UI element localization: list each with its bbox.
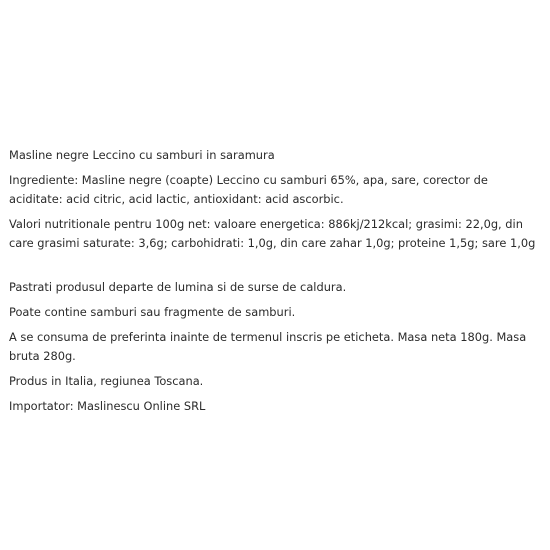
expiry-mass-paragraph: A se consuma de preferinta inainte de termenul inscris pe eticheta. Masa neta 180g. Masa bruta 280g. (9, 330, 527, 363)
nutrition-paragraph: Valori nutritionale pentru 100g net: valoare energetica: 886kj/212kcal; grasimi: 22,0g, din care grasimi saturate: 3,6g; carbohidrati: 1,0g, din care zahar 1,0g; proteine 1,5g; sare 1,0g (9, 217, 536, 250)
ingredients-paragraph: Ingrediente: Masline negre (coapte) Leccino cu samburi 65%, apa, sare, corector de aciditate: acid citric, acid lactic, antioxidant: acid ascorbic. (9, 173, 488, 206)
importer-paragraph: Importator: Maslinescu Online SRL (9, 399, 206, 413)
product-label-text (9, 146, 541, 422)
origin-paragraph: Produs in Italia, regiunea Toscana. (9, 374, 204, 388)
storage-paragraph: Pastrati produsul departe de lumina si de surse de caldura. (9, 280, 347, 294)
product-title: Masline negre Leccino cu samburi in saramura (9, 148, 275, 162)
warning-paragraph: Poate contine samburi sau fragmente de samburi. (9, 305, 296, 319)
